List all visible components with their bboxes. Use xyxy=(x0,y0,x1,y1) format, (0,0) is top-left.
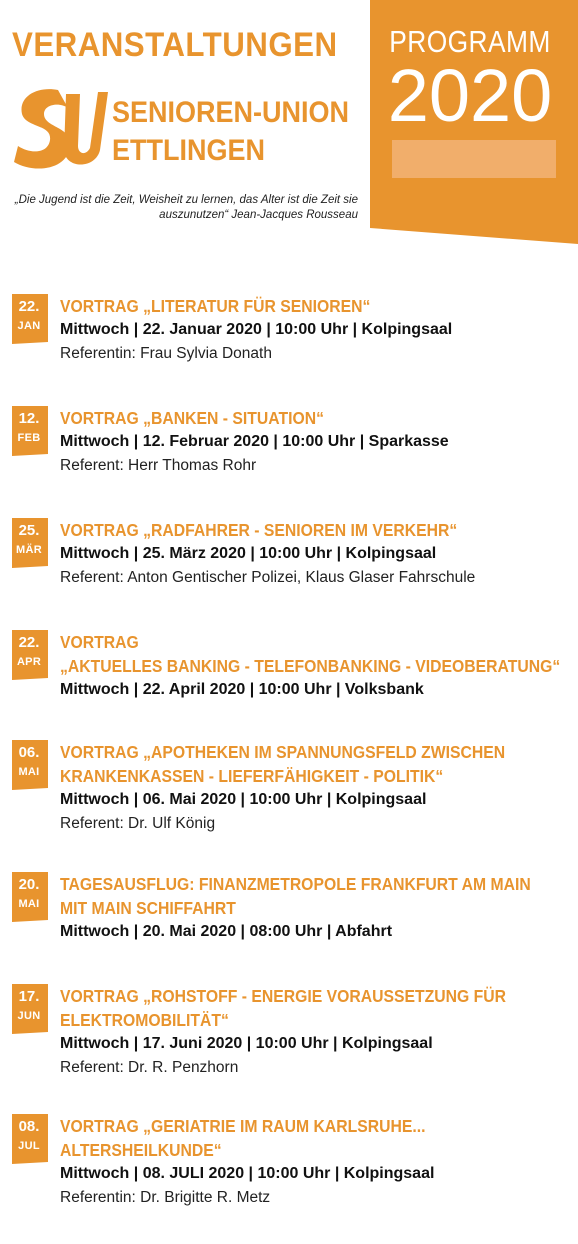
date-badge xyxy=(12,740,48,788)
event-speaker: Referent: Anton Gentischer Polizei, Klaus Glaser Fahrschule xyxy=(60,569,476,586)
event-title: VORTRAG „GERIATRIE IM RAUM KARLSRUHE... ALTERSHEILKUNDE“ xyxy=(60,1116,426,1160)
org-line-2: ETTLINGEN xyxy=(112,134,265,167)
event-day: 08. xyxy=(18,1118,40,1135)
event-speaker: Referent: Dr. R. Penzhorn xyxy=(60,1059,239,1076)
date-badge xyxy=(12,294,48,342)
date-badge xyxy=(12,872,48,920)
event-month: MAI xyxy=(18,898,40,910)
event-day: 25. xyxy=(18,522,40,539)
event-month: JUL xyxy=(18,1140,40,1152)
event-month: MÄR xyxy=(16,544,42,556)
event-when: Mittwoch | 22. April 2020 | 10:00 Uhr | Volksbank xyxy=(60,681,424,698)
event-speaker: Referentin: Dr. Brigitte R. Metz xyxy=(60,1189,271,1206)
senioren-union-logo xyxy=(8,84,108,176)
event-month: APR xyxy=(16,656,42,668)
event-when: Mittwoch | 06. Mai 2020 | 10:00 Uhr | Kolpingsaal xyxy=(60,791,427,808)
program-badge xyxy=(370,0,578,244)
date-badge xyxy=(12,406,48,454)
event-day: 20. xyxy=(18,876,40,893)
event-when: Mittwoch | 20. Mai 2020 | 08:00 Uhr | Abfahrt xyxy=(60,923,393,940)
page-title xyxy=(12,26,337,65)
event-month: FEB xyxy=(17,432,41,444)
event-when: Mittwoch | 25. März 2020 | 10:00 Uhr | Kolpingsaal xyxy=(60,545,437,562)
event-title: VORTRAG „AKTUELLES BANKING - TELEFONBANKING - VIDEOBERATUNG“ xyxy=(60,632,561,676)
page-title-text: VERANSTALTUNGEN xyxy=(12,26,338,64)
date-badge xyxy=(12,984,48,1032)
rousseau-quote: „Die Jugend ist die Zeit, Weisheit zu lernen, das Alter ist die Zeit sie auszunutzen“ Jean-Jacques Rousseau xyxy=(14,194,358,221)
event-day: 22. xyxy=(18,298,40,315)
badge-year: 2020 xyxy=(387,54,553,137)
event-title: VORTRAG „BANKEN - SITUATION“ xyxy=(60,408,324,428)
event-day: 17. xyxy=(18,988,40,1005)
org-line-1: SENIOREN-UNION xyxy=(112,96,350,129)
event-month: MAI xyxy=(18,766,40,778)
event-month: JAN xyxy=(17,320,41,332)
event-speaker: Referentin: Frau Sylvia Donath xyxy=(60,345,272,362)
event-day: 06. xyxy=(18,744,40,761)
event-title: TAGESAUSFLUG: FINANZMETROPOLE FRANKFURT AM MAIN MIT MAIN SCHIFFAHRT xyxy=(60,874,531,918)
event-speaker: Referent: Herr Thomas Rohr xyxy=(60,457,257,474)
event-when: Mittwoch | 22. Januar 2020 | 10:00 Uhr | Kolpingsaal xyxy=(60,321,453,338)
event-day: 12. xyxy=(18,410,40,427)
event-when: Mittwoch | 08. JULI 2020 | 10:00 Uhr | Kolpingsaal xyxy=(60,1165,435,1182)
event-month: JUN xyxy=(17,1010,41,1022)
date-badge xyxy=(12,630,48,678)
date-badge xyxy=(12,518,48,566)
event-when: Mittwoch | 12. Februar 2020 | 10:00 Uhr | Sparkasse xyxy=(60,433,449,450)
event-speaker: Referent: Dr. Ulf König xyxy=(60,815,216,832)
date-badge xyxy=(12,1114,48,1162)
event-title: VORTRAG „APOTHEKEN IM SPANNUNGSFELD ZWISCHEN KRANKENKASSEN - LIEFERFÄHIGKEIT - POLITIK“ xyxy=(60,742,506,786)
event-day: 22. xyxy=(18,634,40,651)
event-title: VORTRAG „RADFAHRER - SENIOREN IM VERKEHR“ xyxy=(60,520,458,540)
organization-name xyxy=(112,94,349,170)
badge-label: PROGRAMM xyxy=(389,24,551,59)
event-when: Mittwoch | 17. Juni 2020 | 10:00 Uhr | Kolpingsaal xyxy=(60,1035,433,1052)
event-title: VORTRAG „ROHSTOFF - ENERGIE VORAUSSETZUNG FÜR ELEKTROMOBILITÄT“ xyxy=(60,986,506,1030)
event-title: VORTRAG „LITERATUR FÜR SENIOREN“ xyxy=(60,296,371,316)
